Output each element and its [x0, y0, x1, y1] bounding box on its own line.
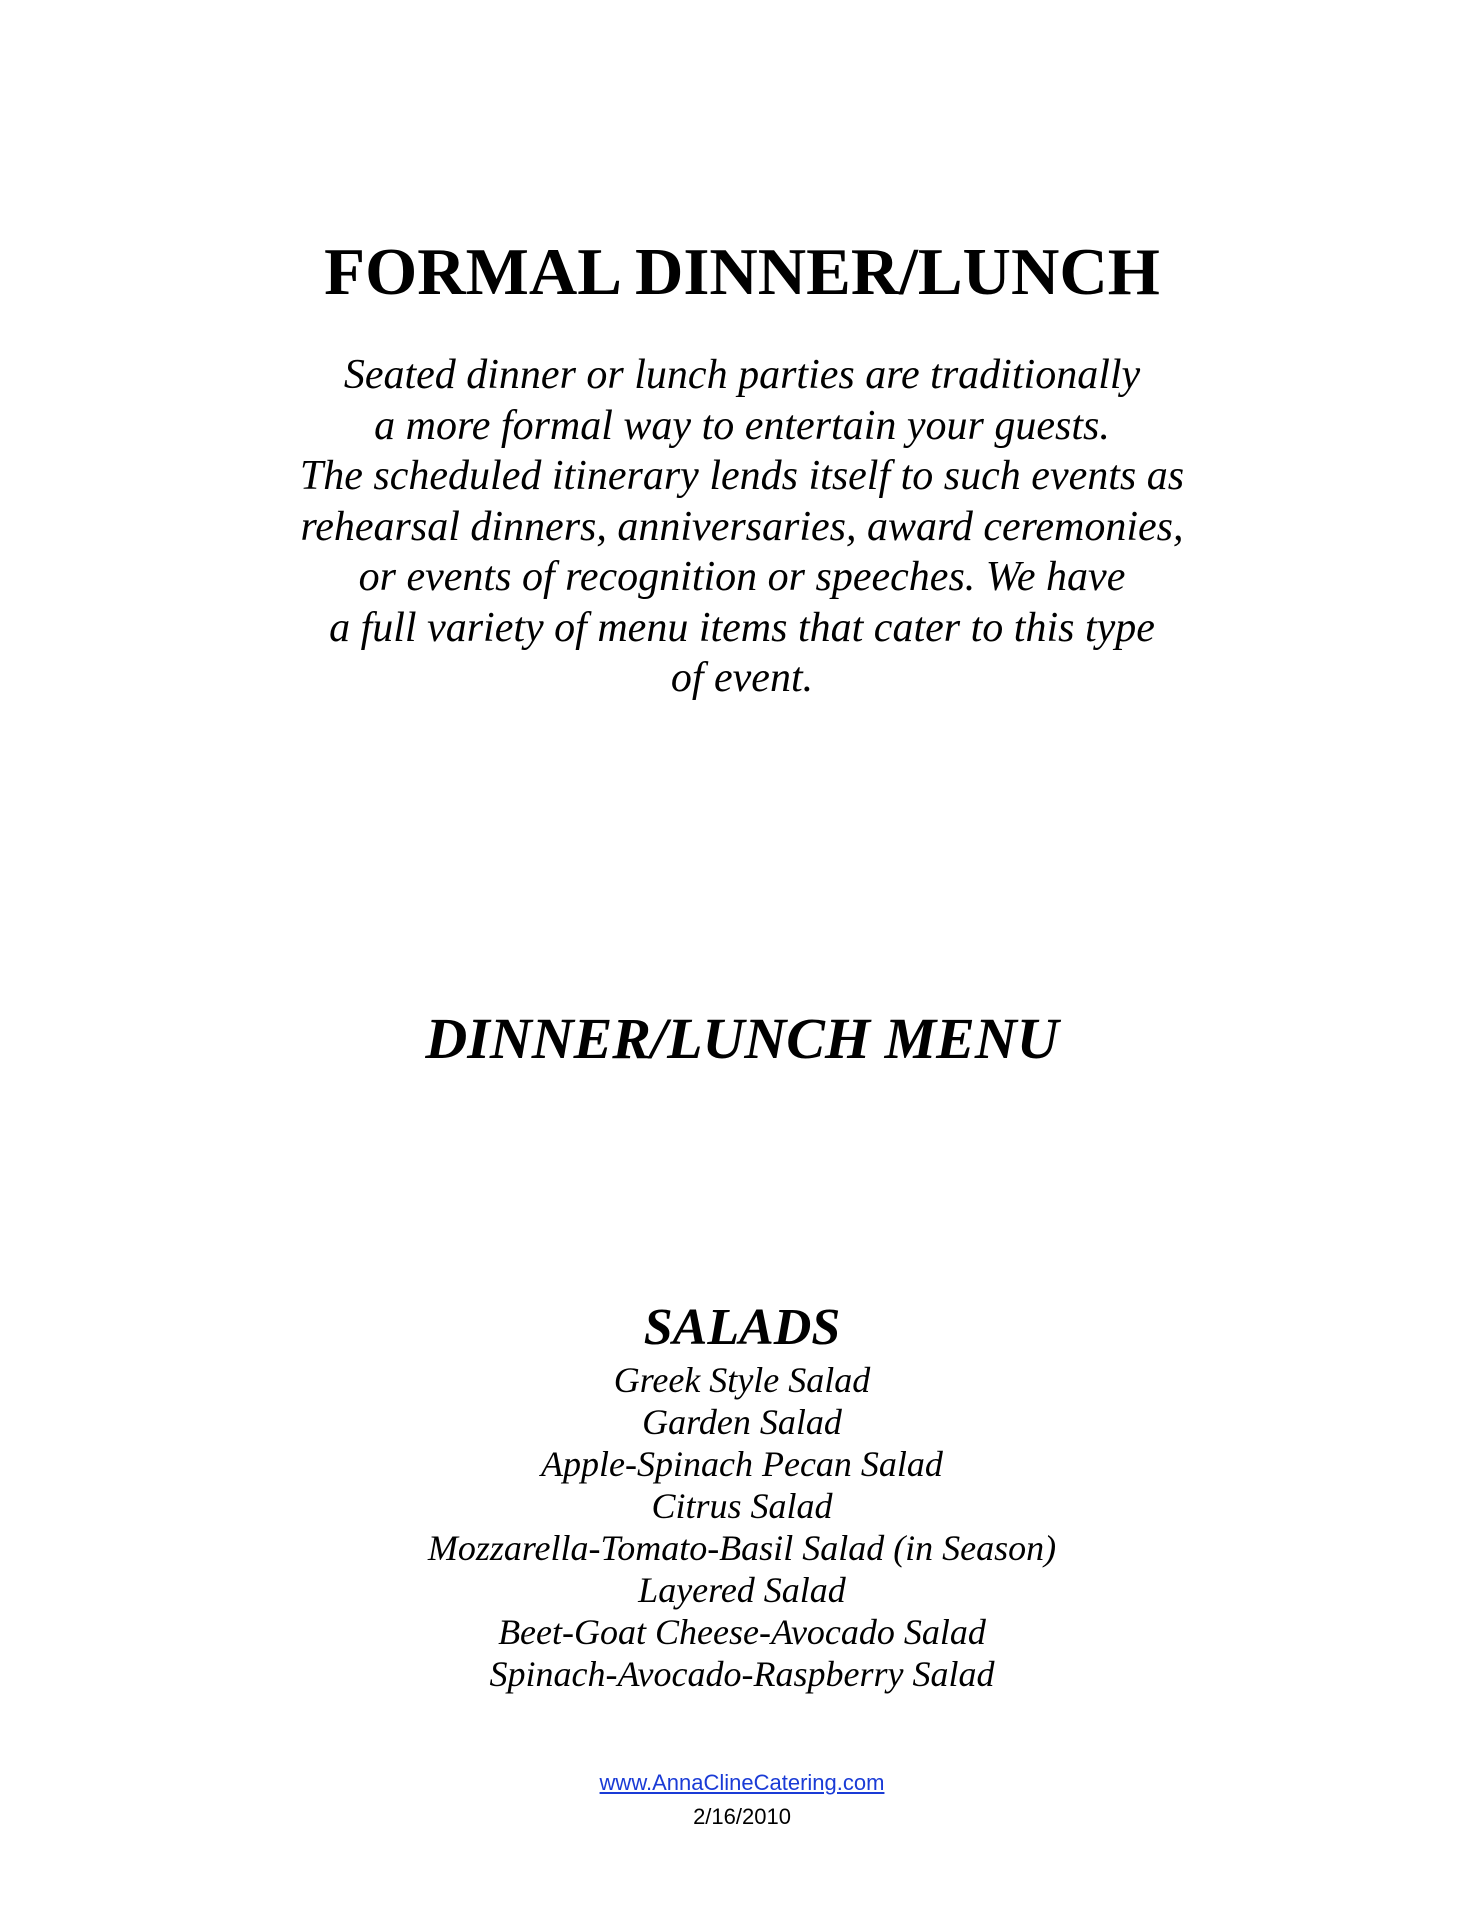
intro-line: a full variety of menu items that cater to this type	[329, 604, 1155, 651]
page-title: FORMAL DINNER/LUNCH	[324, 235, 1160, 309]
salad-list	[0, 1359, 1484, 1695]
list-item: Garden Salad	[642, 1402, 842, 1442]
website-link[interactable]: www.AnnaClineCatering.com	[599, 1770, 885, 1795]
list-item: Apple-Spinach Pecan Salad	[541, 1444, 943, 1484]
intro-paragraph	[0, 350, 1484, 704]
list-item: Spinach-Avocado-Raspberry Salad	[489, 1654, 995, 1694]
list-item: Citrus Salad	[651, 1486, 833, 1526]
intro-line: of event.	[670, 655, 814, 701]
page-footer	[0, 1766, 1484, 1834]
intro-line: a more formal way to entertain your guests.	[374, 402, 1110, 449]
list-item: Layered Salad	[638, 1570, 846, 1610]
footer-date: 2/16/2010	[693, 1804, 791, 1829]
menu-heading: DINNER/LUNCH MENU	[425, 1006, 1059, 1071]
intro-line: rehearsal dinners, anniversaries, award ceremonies,	[300, 503, 1184, 550]
list-item: Beet-Goat Cheese-Avocado Salad	[498, 1612, 986, 1652]
intro-line: or events of recognition or speeches. We have	[358, 554, 1126, 600]
intro-line: Seated dinner or lunch parties are traditionally	[343, 352, 1141, 398]
list-item: Mozzarella-Tomato-Basil Salad (in Season)	[427, 1528, 1057, 1568]
list-item: Greek Style Salad	[613, 1360, 871, 1400]
salads-heading: SALADS	[643, 1299, 841, 1356]
intro-line: The scheduled itinerary lends itself to such events as	[299, 453, 1185, 499]
